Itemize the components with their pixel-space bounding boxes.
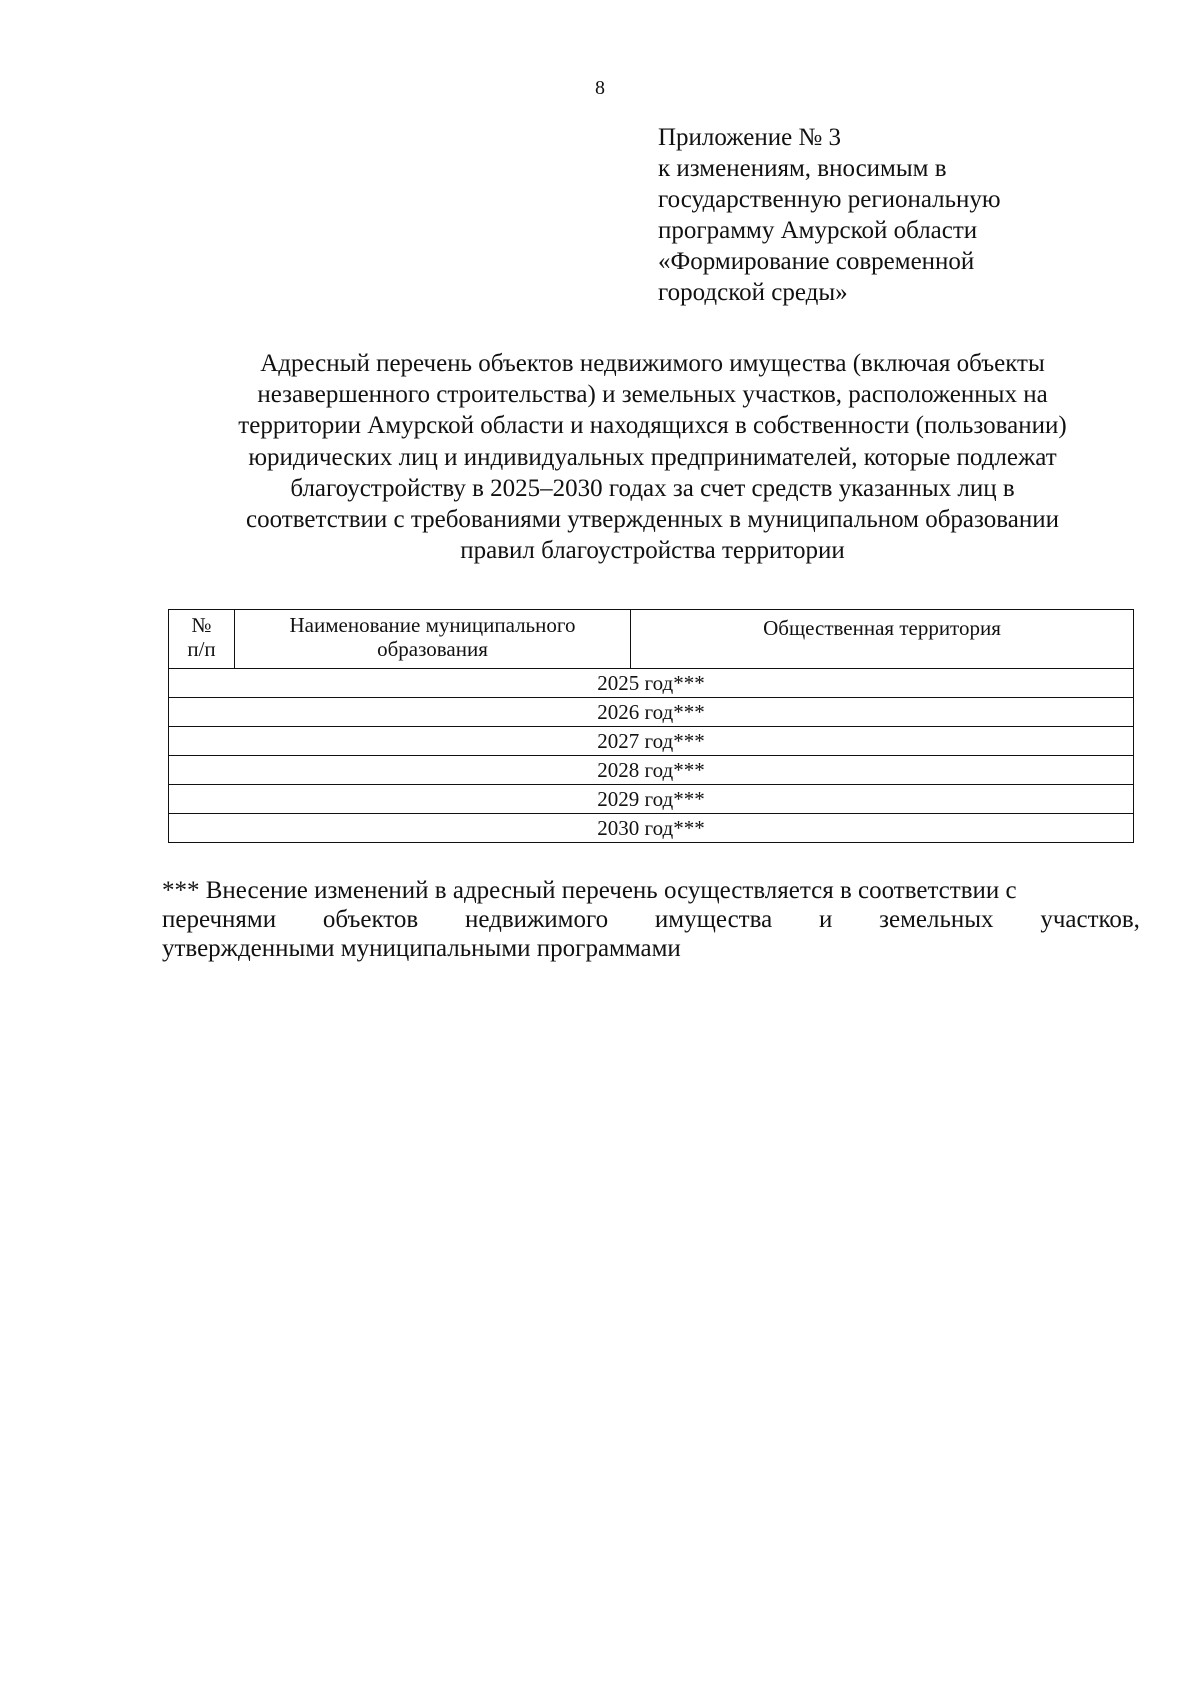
year-label: 2029 год*** <box>597 787 705 811</box>
appendix-header <box>658 122 1138 308</box>
title-line: правил благоустройства территории <box>460 537 845 565</box>
footnote-line: *** Внесение изменений в адресный перечень осуществляется в соответствии с <box>162 877 1017 904</box>
header-public-territory <box>631 610 1134 669</box>
year-section-2029 <box>169 785 1134 814</box>
header-number-symbol: № <box>191 613 212 637</box>
year-section-2028 <box>169 756 1134 785</box>
header-municipality-name <box>235 610 631 669</box>
year-label: 2025 год*** <box>597 671 705 695</box>
appendix-line: городской среды» <box>658 279 848 306</box>
appendix-line: к изменениям, вносимым в <box>658 155 947 182</box>
header-name-line: Наименование муниципального <box>289 613 576 637</box>
address-list-table <box>168 609 1134 843</box>
table-row <box>169 785 1134 814</box>
year-label: 2028 год*** <box>597 758 705 782</box>
table-row <box>169 727 1134 756</box>
footnote-word: перечнями <box>162 906 277 933</box>
address-list-table-container <box>168 609 1134 843</box>
title-line: Адресный перечень объектов недвижимого имущества (включая объекты <box>260 350 1045 377</box>
table-header-row <box>169 610 1134 669</box>
footnote-word: земельных <box>879 906 994 933</box>
footnote-word: недвижимого <box>464 906 609 933</box>
appendix-line: государственную региональную <box>658 186 1001 213</box>
appendix-line: программу Амурской области <box>658 217 978 244</box>
table-row <box>169 756 1134 785</box>
title-line: благоустройству в 2025–2030 годах за счет средств указанных лиц в <box>290 474 1015 502</box>
footnote-line: утвержденными муниципальными программами <box>162 935 681 962</box>
footnote-word: и <box>818 906 833 933</box>
title-line: соответствии с требованиями утвержденных в муниципальном образовании <box>246 506 1059 534</box>
header-number-abbr: п/п <box>187 637 216 661</box>
footnote <box>162 876 1140 963</box>
year-label: 2027 год*** <box>597 729 705 753</box>
header-territory-label: Общественная территория <box>763 616 1001 640</box>
appendix-line: «Формирование современной <box>658 248 975 275</box>
year-section-2030 <box>169 814 1134 843</box>
title-line: юридических лиц и индивидуальных предпринимателей, которые подлежат <box>248 443 1057 471</box>
footnote-word: участков, <box>1040 906 1140 933</box>
footnote-justified-line <box>162 905 1140 934</box>
footnote-word: объектов <box>322 906 419 933</box>
table-row <box>169 814 1134 843</box>
header-name-line: образования <box>377 637 488 661</box>
year-section-2027 <box>169 727 1134 756</box>
footnote-word: имущества <box>654 906 773 933</box>
table-row <box>169 698 1134 727</box>
year-section-2026 <box>169 698 1134 727</box>
year-section-2025 <box>169 669 1134 698</box>
title-line: территории Амурской области и находящихся в собственности (пользовании) <box>238 412 1067 440</box>
page-number: 8 <box>595 77 605 99</box>
year-label: 2030 год*** <box>597 816 705 840</box>
table-row <box>169 669 1134 698</box>
year-label: 2026 год*** <box>597 700 705 724</box>
document-title <box>170 348 1135 566</box>
appendix-line: Приложение № 3 <box>658 124 842 151</box>
header-number <box>169 610 235 669</box>
title-line: незавершенного строительства) и земельных участков, расположенных на <box>257 381 1048 409</box>
